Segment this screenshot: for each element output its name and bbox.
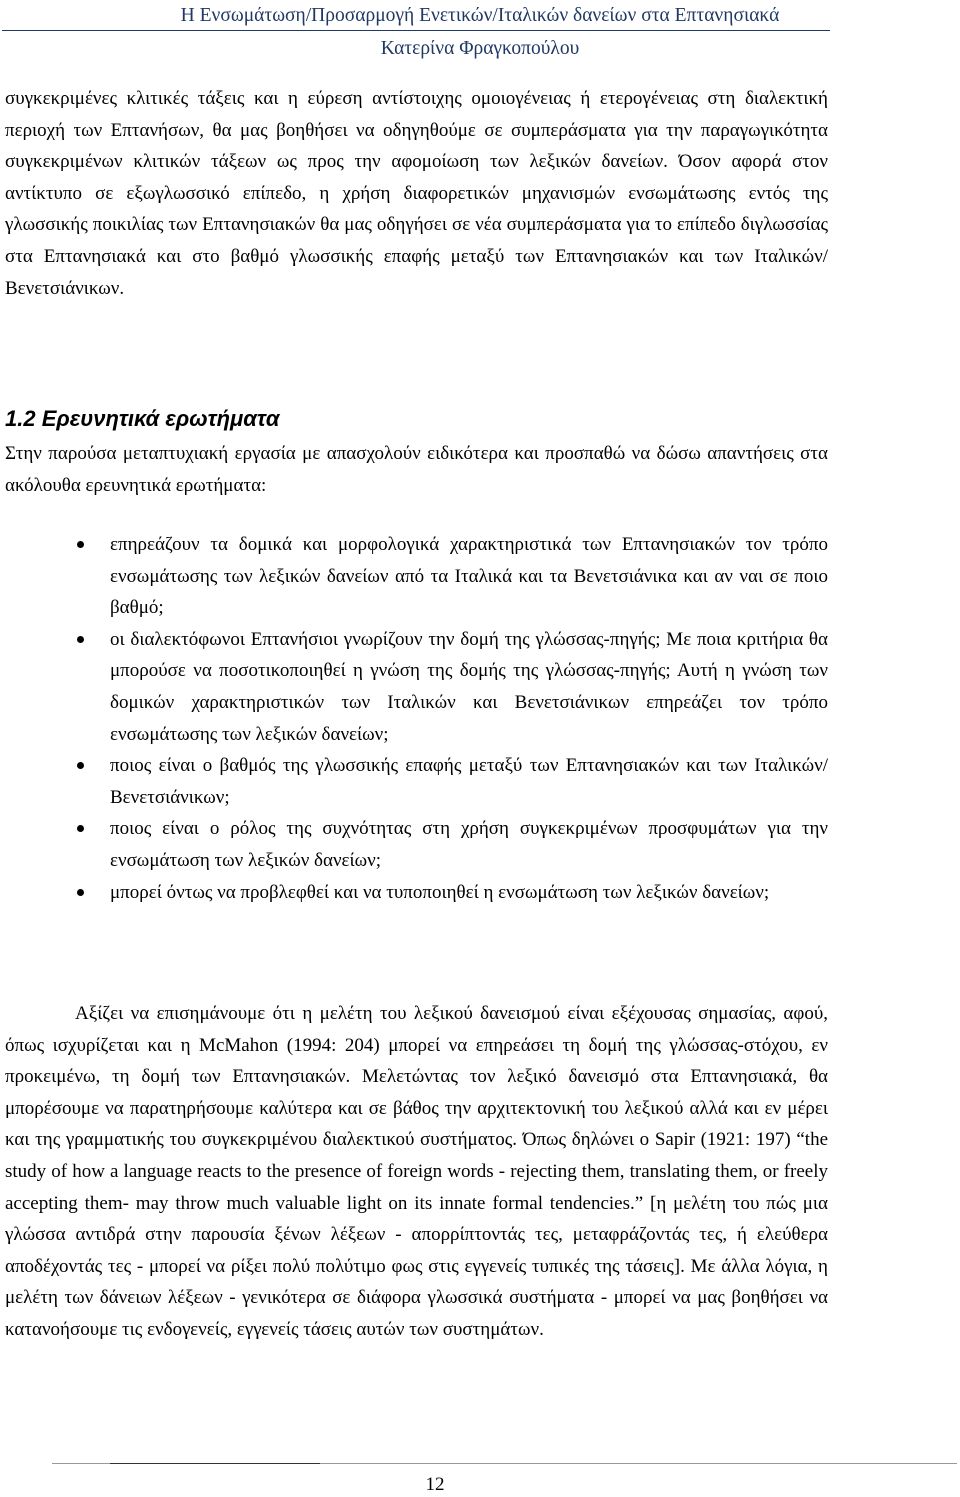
- bullet-icon: [77, 541, 84, 548]
- page-number: 12: [425, 1474, 445, 1495]
- question-text: επηρεάζουν τα δομικά και μορφολογικά χαρακτηριστικά των Επτανησιακών τον τρόπο ενσωμάτωσης των λεξικών δανείων από τα Ιταλικά και τα Βενετσιάνικα και αν ναι σε ποιο βαθμό;: [110, 534, 828, 619]
- question-text: μπορεί όντως να προβλεφθεί και να τυποποιηθεί η ενσωμάτωση των λεξικών δανείων;: [110, 881, 770, 903]
- list-item: [5, 877, 828, 909]
- footer-divider-accent: [110, 1463, 320, 1464]
- question-text: ποιος είναι ο ρόλος της συχνότητας στη χρήση συγκεκριμένων προσφυμάτων για την ενσωμάτωση των λεξικών δανείων;: [110, 818, 828, 871]
- section-heading: 1.2 Ερευνητικά ερωτήματα: [5, 406, 280, 431]
- paragraph-closing: Αξίζει να επισημάνουμε ότι η μελέτη του λεξικού δανεισμού είναι εξέχουσας σημασίας, αφού, όπως ισχυρίζεται και η McMahon (1994: 204) μπορεί να επηρεάσει τη δομή της γλώσσας-στόχου, εν προκειμένω, τη δομή των Επτανησιακών. Μελετώντας τον λεξικό δανεισμό στα Επτανησιακά, θα μπορέσουμε να παρατηρήσουμε καλύτερα και σε βάθος την αρχιτεκτονική του λεξικού αλλά και εν μέρει και της γραμματικής του συγκεκριμένου διαλεκτικού συστήματος. Όπως δηλώνει ο Sapir (1921: 197) “the study of how a language reacts to the presence of foreign words - rejecting them, translating them, or freely accepting them- may throw much valuable light on its innate formal tendencies.” [η μελέτη του πώς μια γλώσσα αντιδρά στην παρουσία ξένων λέξεων - απορρίπτοντάς τες, μεταφράζοντάς τες, ή ελεύθερα αποδέχοντάς τες - μπορεί να ρίξει πολύ πολύτιμο φως στις εγγενείς τυπικές της τάσεις]. Με άλλα λόγια, η μελέτη των δάνειων λέξεων - γενικότερα σε διάφορα γλωσσικά συστήματα - μπορεί να μας βοηθήσει να κατανοήσουμε τις ενδογενείς, εγγενείς τάσεις αυτών των συστημάτων.: [5, 1003, 828, 1340]
- bullet-icon: [77, 889, 84, 896]
- question-text: οι διαλεκτόφωνοι Επτανήσιοι γνωρίζουν την δομή της γλώσσας-πηγής; Με ποια κριτήρια θα μπορούσε να ποσοτικοποιηθεί η γνώση της δομής της γλώσσας-πηγής; Αυτή η γνώση των δομικών χαρακτηριστικών των Ιταλικών και Βενετσιάνικων επηρεάζει τον τρόπο ενσωμάτωσης των λεξικών δανείων;: [110, 628, 828, 745]
- body-text: [5, 83, 828, 304]
- bullet-icon: [77, 762, 84, 769]
- header-author: Κατερίνα Φραγκοπούλου: [380, 38, 580, 59]
- list-item: [5, 750, 828, 813]
- header-divider: [2, 30, 830, 31]
- list-item: [5, 813, 828, 876]
- section-intro: Στην παρούσα μεταπτυχιακή εργασία με απασχολούν ειδικότερα και προσπαθώ να δώσω απαντήσεις στα ακόλουθα ερευνητικά ερωτήματα:: [5, 443, 828, 496]
- bullet-icon: [77, 636, 84, 643]
- header-title: Η Ενσωμάτωση/Προσαρμογή Ενετικών/Ιταλικών δανείων στα Επτανησιακά: [180, 5, 780, 26]
- question-text: ποιος είναι ο βαθμός της γλωσσικής επαφής μεταξύ των Επτανησιακών και των Ιταλικών/Βενετσιάνικων;: [110, 755, 828, 808]
- bullet-icon: [77, 825, 84, 832]
- paragraph-intro: συγκεκριμένες κλιτικές τάξεις και η εύρεση αντίστοιχης ομοιογένειας ή ετερογένειας στη διαλεκτική περιοχή των Επτανήσων, θα μας βοηθήσει να οδηγηθούμε σε συμπεράσματα για την παραγωγικότητα συγκεκριμένων κλιτικών τάξεων ως προς την αφομοίωση των λεξικών δανείων. Όσον αφορά στον αντίκτυπο σε εξωγλωσσικό επίπεδο, η χρήση διαφορετικών μηχανισμών ενσωμάτωσης εντός της γλωσσικής ποικιλίας των Επτανησιακών θα μας οδηγήσει σε νέα συμπεράσματα για το επίπεδο διγλωσσίας στα Επτανησιακά και στο βαθμό γλωσσικής επαφής μεταξύ των Επτανησιακών και των Ιταλικών/Βενετσιάνικων.: [5, 88, 828, 299]
- list-item: [5, 624, 828, 750]
- research-questions-list: [5, 529, 828, 908]
- list-item: [5, 529, 828, 624]
